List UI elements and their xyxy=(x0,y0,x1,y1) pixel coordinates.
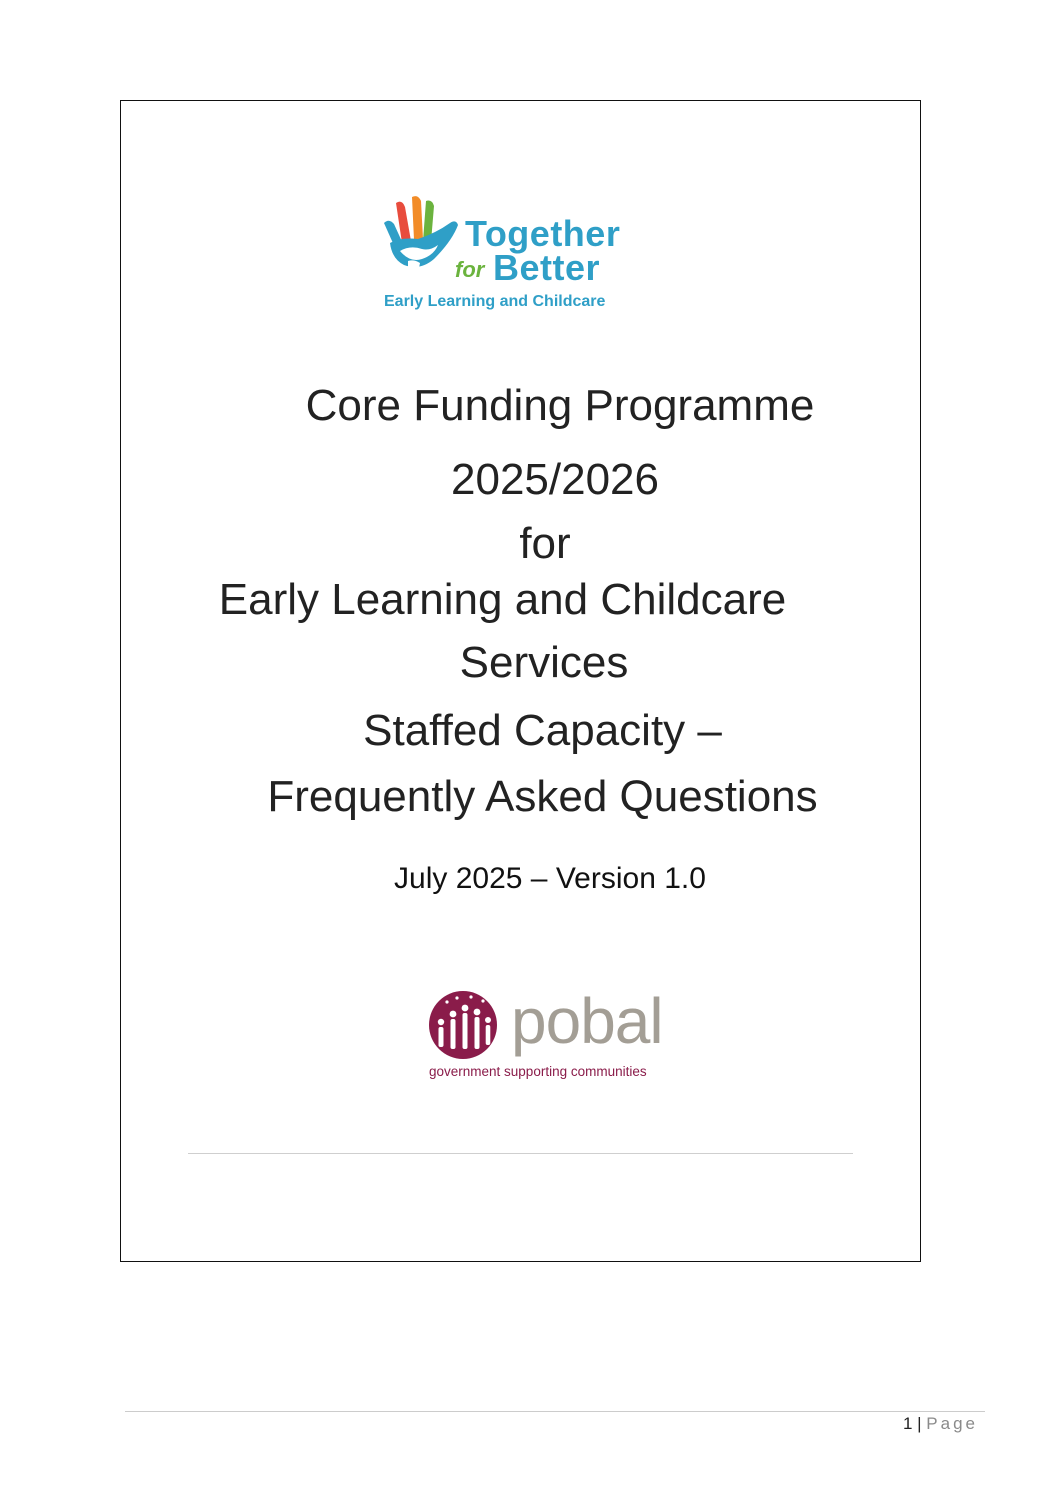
page-separator: | xyxy=(917,1414,922,1433)
title-line-2: 2025/2026 xyxy=(451,455,659,504)
title-line-1: Core Funding Programme xyxy=(305,381,815,430)
title-line-5: Services xyxy=(459,638,629,687)
title-line-3: for xyxy=(519,519,571,568)
pobal-logo xyxy=(427,985,667,1082)
title-line-6: Staffed Capacity – xyxy=(363,706,722,755)
cover-divider xyxy=(188,1153,853,1154)
logo-word-for: for xyxy=(455,257,485,282)
logo-subtitle: Early Learning and Childcare xyxy=(384,293,606,310)
hand-icon xyxy=(382,195,462,285)
page-footer xyxy=(903,1414,978,1434)
footer-rule xyxy=(125,1411,985,1412)
version-label: July 2025 – Version 1.0 xyxy=(394,862,706,895)
title-line-7: Frequently Asked Questions xyxy=(267,772,818,821)
logo-word-better: Better xyxy=(493,247,601,288)
title-line-4: Early Learning and Childcare xyxy=(218,575,787,624)
together-for-better-logo xyxy=(382,193,664,315)
logo-word-together: Together xyxy=(465,213,621,254)
pobal-wordmark: pobal xyxy=(511,985,663,1057)
pobal-tagline: government supporting communities xyxy=(429,1064,647,1079)
page-number: 1 xyxy=(902,1414,913,1433)
pobal-people-icon xyxy=(427,990,499,1060)
page-label: Page xyxy=(926,1414,978,1433)
